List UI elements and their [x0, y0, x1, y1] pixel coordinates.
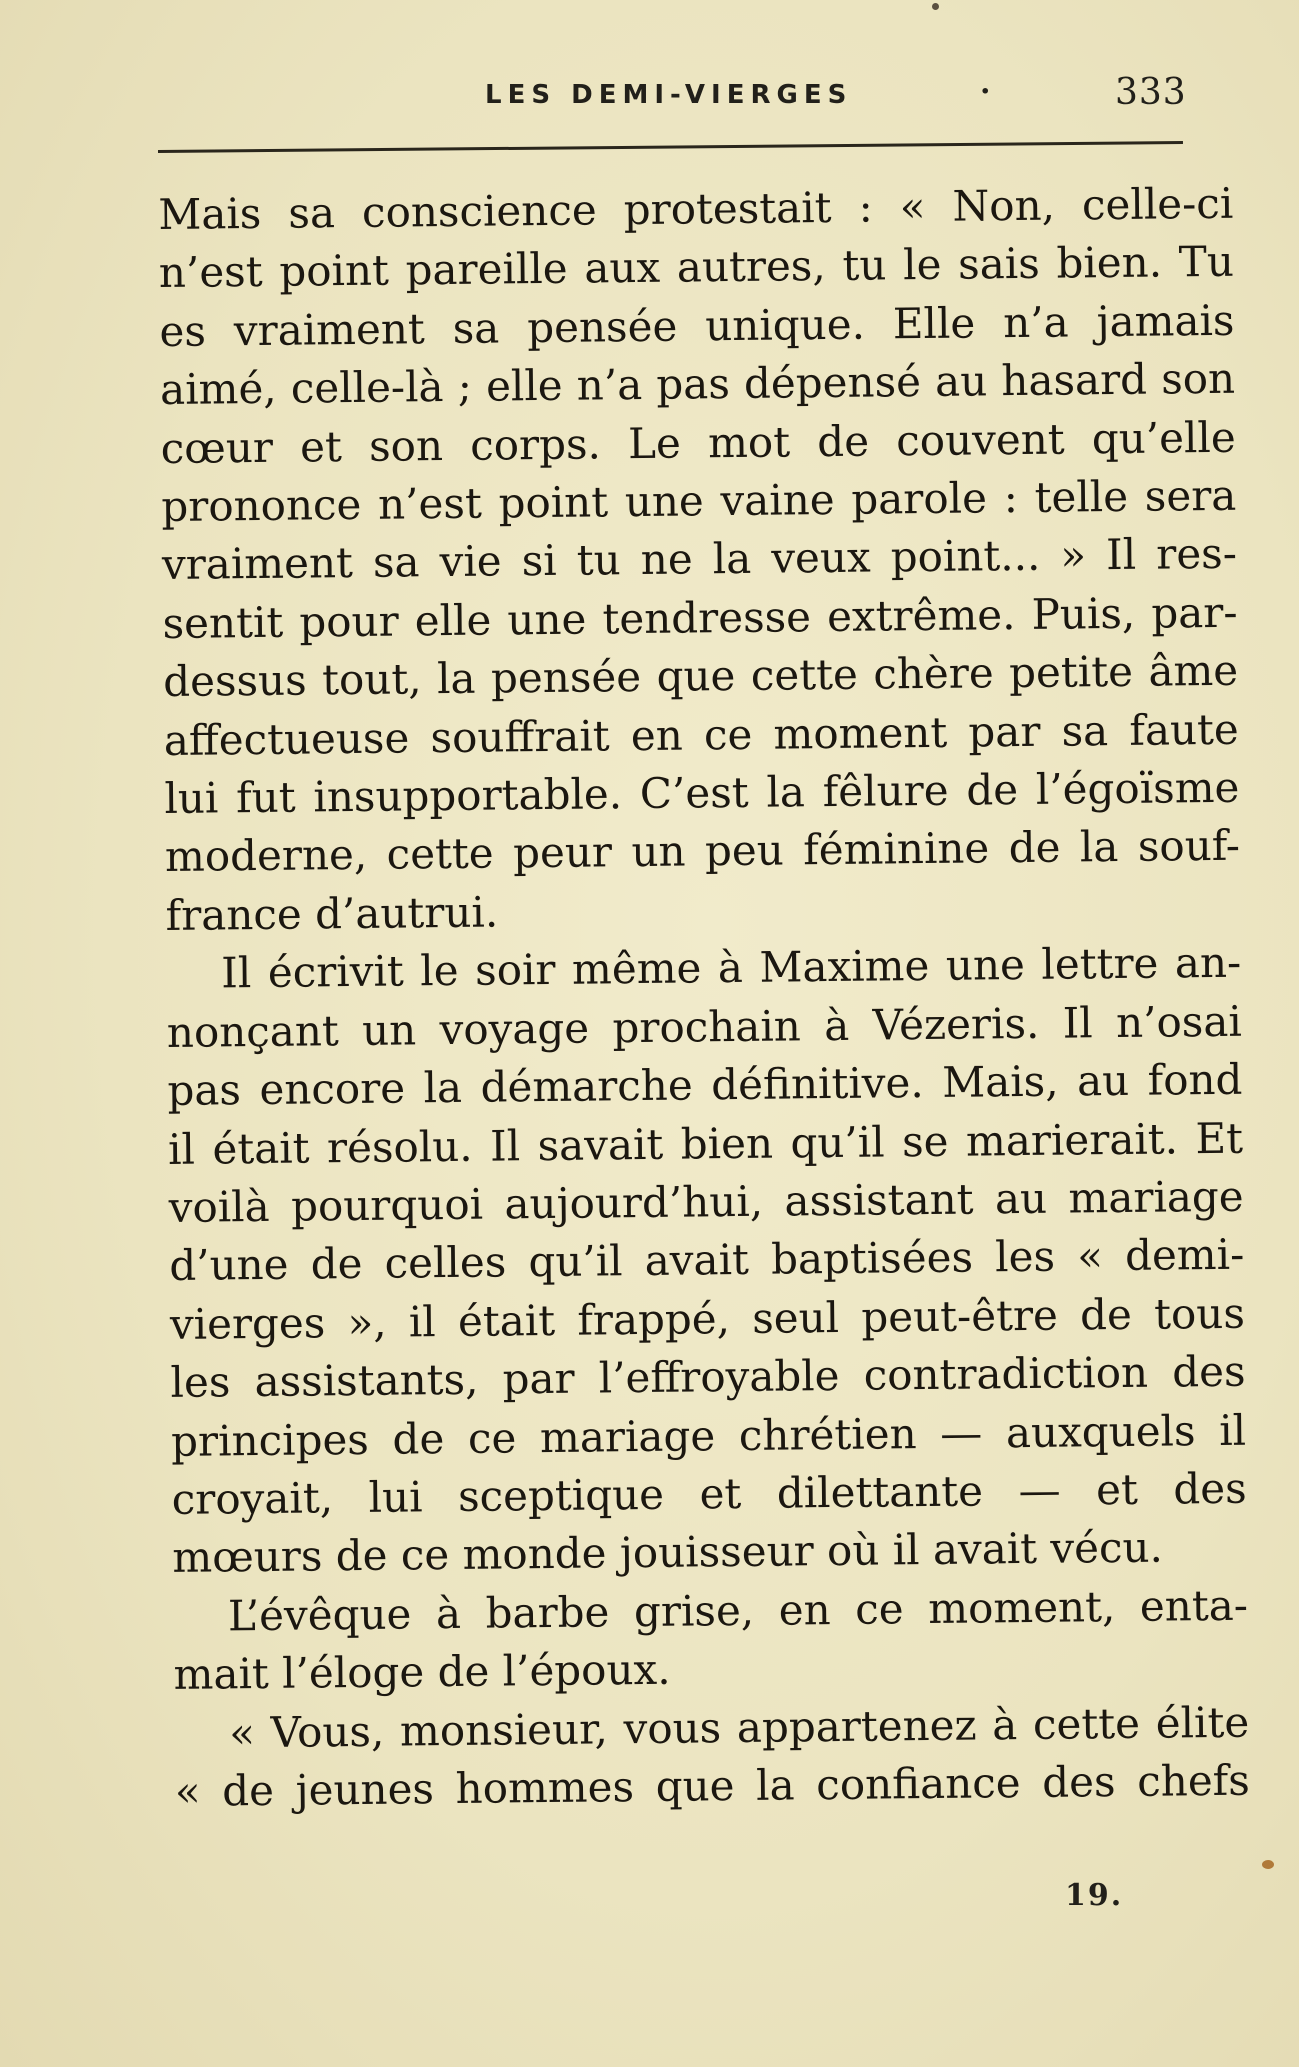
text-line: « de jeunes hommes que la confiance des chefs — [174, 1755, 1251, 1816]
text-line: les assistants, par l’effroyable contradiction des — [170, 1346, 1246, 1408]
text-line: d’une de celles qu’il avait baptisées les « demi- — [169, 1229, 1245, 1291]
text-line: voilà pourquoi aujourd’hui, assistant au mariage — [168, 1171, 1244, 1232]
text-line: nonçant un voyage prochain à Vézeris. Il n’osai — [166, 996, 1243, 1057]
text-line: vraiment sa vie si tu ne la veux point... » Il res- — [161, 529, 1238, 590]
text-line: mœurs de ce monde jouisseur où il avait vécu. — [172, 1522, 1164, 1583]
text-line: es vraiment sa pensée unique. Elle n’a jamais — [159, 295, 1235, 356]
text-line: aimé, celle-là ; elle n’a pas dépensé au hasard son — [159, 353, 1236, 415]
text-line: n’est point pareille aux autres, tu le sais bien. Tu — [158, 237, 1235, 298]
text-line: affectueuse souffrait en ce moment par sa faute — [163, 704, 1240, 765]
text-line: il était résolu. Il savait bien qu’il se marierait. Et — [167, 1113, 1244, 1174]
body-text — [158, 175, 1250, 1822]
page-number: 333 — [1115, 72, 1187, 113]
running-title: LES DEMI-VIERGES — [485, 80, 853, 110]
header-rule — [158, 141, 1183, 153]
text-line: L’évêque à barbe grise, en ce moment, enta- — [227, 1580, 1249, 1641]
text-line: moderne, cette peur un peu féminine de la souf- — [164, 821, 1241, 882]
text-line: sentit pour elle une tendresse extrême. Puis, par- — [162, 587, 1238, 648]
text-line: croyait, lui sceptique et dilettante — et des — [171, 1463, 1247, 1524]
text-line: prononce n’est point une vaine parole : telle sera — [161, 470, 1237, 532]
text-line: « Vous, monsieur, vous appartenez à cette élite — [228, 1697, 1250, 1757]
text-line: lui fut insupportable. C’est la fêlure de l’égoïsme — [164, 762, 1240, 824]
text-line: pas encore la démarche définitive. Mais, au fond — [167, 1054, 1243, 1116]
running-head — [160, 70, 1190, 120]
paper-speck — [1262, 1860, 1274, 1869]
text-line: principes de ce mariage chrétien — auxquels il — [170, 1405, 1247, 1466]
paper-speck — [932, 3, 939, 10]
text-line: Mais sa conscience protestait : « Non, celle-ci — [158, 178, 1234, 239]
text-line: vierges », il était frappé, seul peut-être de tous — [169, 1288, 1246, 1349]
text-line: mait l’éloge de l’époux. — [173, 1644, 671, 1700]
text-line: dessus tout, la pensée que cette chère petite âme — [162, 645, 1239, 707]
running-head-dot: · — [980, 74, 991, 109]
text-line: cœur et son corps. Le mot de couvent qu’elle — [160, 412, 1236, 473]
signature-mark: 19. — [1065, 1878, 1124, 1913]
text-line: france d’autrui. — [165, 887, 499, 940]
text-line: Il écrivit le soir même à Maxime une lettre an- — [220, 937, 1242, 998]
